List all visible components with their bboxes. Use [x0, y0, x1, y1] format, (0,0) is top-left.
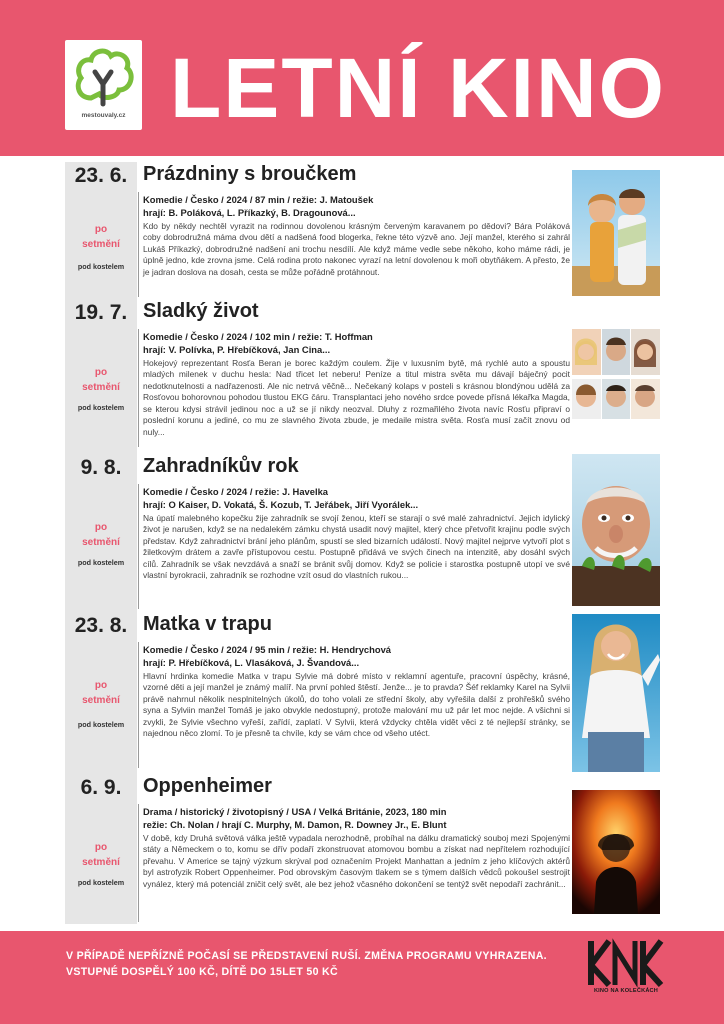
- screening-place: pod kostelem: [77, 403, 125, 412]
- woman-poster: [572, 614, 660, 772]
- meta-line-2: hrají: B. Poláková, L. Příkazký, B. Dragounová...: [143, 207, 356, 218]
- screening-date: 23. 6.: [74, 164, 128, 187]
- meta-line-2: hrají: V. Polívka, P. Hřebíčková, Jan Cina...: [143, 344, 331, 355]
- screening-date: 23. 8.: [74, 614, 128, 637]
- screening-time: [65, 678, 137, 708]
- town-logo[interactable]: [65, 40, 142, 130]
- screening-place: pod kostelem: [77, 558, 125, 567]
- movie-title: Zahradníkův rok: [143, 455, 299, 477]
- header-banner: [0, 0, 724, 156]
- meta-line-1: Komedie / Česko / 2024 / 87 min / režie: J. Matoušek: [143, 194, 374, 205]
- time-line-1: po: [94, 680, 108, 691]
- footer-notice: [66, 948, 586, 980]
- movie-description: Kdo by někdy nechtěl vyrazit na rodinnou dovolenou krásným červeným karavanem po dědovi? Bára Poláková coby dobrodružná máma dvou dětí a nadšená food blogerka, řekne této výzvě ano. Její manžel, kterého si zahrál Lukáš Příkazký, dobrodružné nadšení ani trochu nesdílí. Ale když máme vedle sebe někoho, koho máme rádi, je úplně jedno, kde zrovna jsme. Celá rodina proto nakonec vyrazí na letní dovolenou k moři obytňákem. A přesto, že je jadran doslova na dosah, cesta se může pořádně protáhnout.: [143, 221, 570, 277]
- divider: [138, 192, 139, 297]
- time-line-2: setmění: [82, 382, 120, 393]
- date-column: [65, 454, 137, 612]
- movie-meta: [143, 193, 570, 219]
- gardener-poster: [572, 454, 660, 606]
- time-line-1: po: [94, 522, 108, 533]
- screening-date: 19. 7.: [74, 301, 128, 324]
- screening-time: [65, 222, 137, 252]
- divider: [138, 329, 139, 447]
- tree-icon: [73, 46, 134, 110]
- movie-meta: [143, 643, 570, 669]
- movie-card: [65, 299, 660, 454]
- movie-card: [65, 162, 660, 299]
- screening-date: 9. 8.: [80, 456, 122, 479]
- meta-line-2: režie: Ch. Nolan / hrají C. Murphy, M. Damon, R. Downey Jr., E. Blunt: [143, 819, 447, 830]
- movie-title: Prázdniny s broučkem: [143, 163, 357, 185]
- footer-banner: [0, 931, 724, 1024]
- fire-poster: [572, 790, 660, 914]
- divider: [138, 804, 139, 922]
- screening-date: 6. 9.: [80, 776, 122, 799]
- meta-line-2: hrají: P. Hřebíčková, L. Vlasáková, J. Švandová...: [143, 657, 360, 668]
- couple-poster: [572, 170, 660, 296]
- movie-card: [65, 774, 660, 924]
- logo-text: mestouvaly.cz: [81, 112, 126, 119]
- faces-poster: [572, 329, 660, 419]
- movie-title: Matka v trapu: [143, 613, 272, 635]
- movie-card: [65, 612, 660, 774]
- date-column: [65, 612, 137, 774]
- screening-place: pod kostelem: [77, 262, 125, 271]
- meta-line-1: Drama / historický / životopisný / USA / Velká Británie, 2023, 180 min: [143, 806, 447, 817]
- movie-card: [65, 454, 660, 612]
- time-line-2: setmění: [82, 537, 120, 548]
- movie-title: Sladký život: [143, 300, 259, 322]
- notice-line-2: VSTUPNÉ DOSPĚLÝ 100 KČ, DÍTĚ DO 15LET 50 KČ: [66, 966, 338, 978]
- movie-description: Hlavní hrdinka komedie Matka v trapu Sylvie má dobré místo v reklamní agentuře, pracovní úspěchy, krásné, vzorné děti a její manžel je známý malíř. Na první pohled štěstí. Jenže... je to pravda? Šéf reklamky Karel na Sylvii právě nahrnul několik nesplnitelných úkolů, do toho volali ze střední školy, aby vyřešila další z prohřešků svého syna a Sylviin manžel Tomáš je jako obvykle nedostupný, protože malování mu už pár let moc nejde. A všichni si zvykli, že Sylvie všechno vyřeší, zařídí, zaplatí. V Sylvii, která vždycky chtěla vidět věci z té nejlepší stránky, se najednou něco zlomí. To je přesně ta chvíle, kdy se vám chce od všeho utéct.: [143, 671, 570, 739]
- date-column: [65, 299, 137, 454]
- meta-line-1: Komedie / Česko / 2024 / režie: J. Havelka: [143, 486, 328, 497]
- time-line-2: setmění: [82, 695, 120, 706]
- meta-line-2: hrají: O Kaiser, D. Vokatá, Š. Kozub, T. Jeřábek, Jiří Vyorálek...: [143, 499, 419, 510]
- movie-meta: [143, 805, 570, 831]
- screening-place: pod kostelem: [77, 878, 125, 887]
- movie-meta: [143, 330, 570, 356]
- date-column: [65, 774, 137, 924]
- screening-time: [65, 520, 137, 550]
- movie-description: Na úpatí malebného kopečku žije zahradník se svojí ženou, kteří se starají o své malé zahradnictví. Jejich idylický život je narušen, když se na nedalekém zámku chystá usadit nový majitel, který chce přetvořit krajinu podle svých představ. Když zahradnictví brání jeho plánům, spustí se sled bizarních událostí. Nový majitel nejprve vytvoří plot s žiletkovým drátem a zavře přístupovou cestu. Postupně přidává ve svých činech na intenzitě, aby dosáhl svých cílů. Zahradník se však nevzdává a snaží se bránit svůj domov. Když se policie i starostka postupně utopí ve své vlastní byrokracii, zahradník se rozhodne vzít osud do vlastních rukou...: [143, 513, 570, 581]
- time-line-2: setmění: [82, 239, 120, 250]
- time-line-1: po: [94, 367, 108, 378]
- logo-caption: KINO NA KOLEČKÁCH: [593, 988, 659, 994]
- page-title: LETNÍ KINO: [170, 41, 666, 135]
- movie-description: V době, kdy Druhá světová válka ještě vypadala nerozhodně, probíhal na dálku dramatický souboj mezi Spojenými státy a Německem o to, komu se dřív podaří zkonstruovat atomovou bombu a získat nad nepřítelem rozhodující převahu. V Americe se tajný výzkum skrýval pod označením Projekt Manhattan a jedním z jeho klíčových aktérů byl astrofyzik Robert Oppenheimer. Pod obrovským časovým tlakem se s týmem dalších vědců pokoušel sestrojit vynález, který má potenciál zničit celý svět, ale bez jehož včasného dokončení se tentýž svět nepodaří zachránit...: [143, 833, 570, 889]
- divider: [138, 642, 139, 768]
- date-column: [65, 162, 137, 299]
- movie-meta: [143, 485, 570, 511]
- meta-line-1: Komedie / Česko / 2024 / 102 min / režie: T. Hoffman: [143, 331, 373, 342]
- screening-time: [65, 365, 137, 395]
- divider: [138, 484, 139, 609]
- time-line-2: setmění: [82, 857, 120, 868]
- movie-description: Hokejový reprezentant Rosťa Beran je borec každým coulem. Žije v luxusním bytě, má rychlé auto a spoustu mladých milenek v duchu hesla: Nad třicet let neberu! Peníze a titul mistra světa mu dávají báječný pocit nedotknutelnosti a nadřazenosti. Ale nic netrvá věčně... Nečekaný kolaps v posteli s krásnou blondýnou udělá za Rosťovou bohorovnou pohodou tlustou EKG čáru. Transplantaci jeho nového srdce povede přísná lékařka Magda, se kterou kdysi strávil jedinou noc a už se jí nikdy neozval. Dluhy z rozmařilého života navíc Rosťu připraví o poslední korunu a jediné, co mu ze slavného života zbude, je medaile mistra světa. Rosťa musí začít znovu od nuly...: [143, 358, 570, 437]
- time-line-1: po: [94, 224, 108, 235]
- meta-line-1: Komedie / Česko / 2024 / 95 min / režie: H. Hendrychová: [143, 644, 392, 655]
- notice-line-1: V PŘÍPADĚ NEPŘÍZNĚ POČASÍ SE PŘEDSTAVENÍ RUŠÍ. ZMĚNA PROGRAMU VYHRAZENA.: [66, 950, 547, 962]
- screening-place: pod kostelem: [77, 720, 125, 729]
- movie-title: Oppenheimer: [143, 775, 272, 797]
- screening-time: [65, 840, 137, 870]
- time-line-1: po: [94, 842, 108, 853]
